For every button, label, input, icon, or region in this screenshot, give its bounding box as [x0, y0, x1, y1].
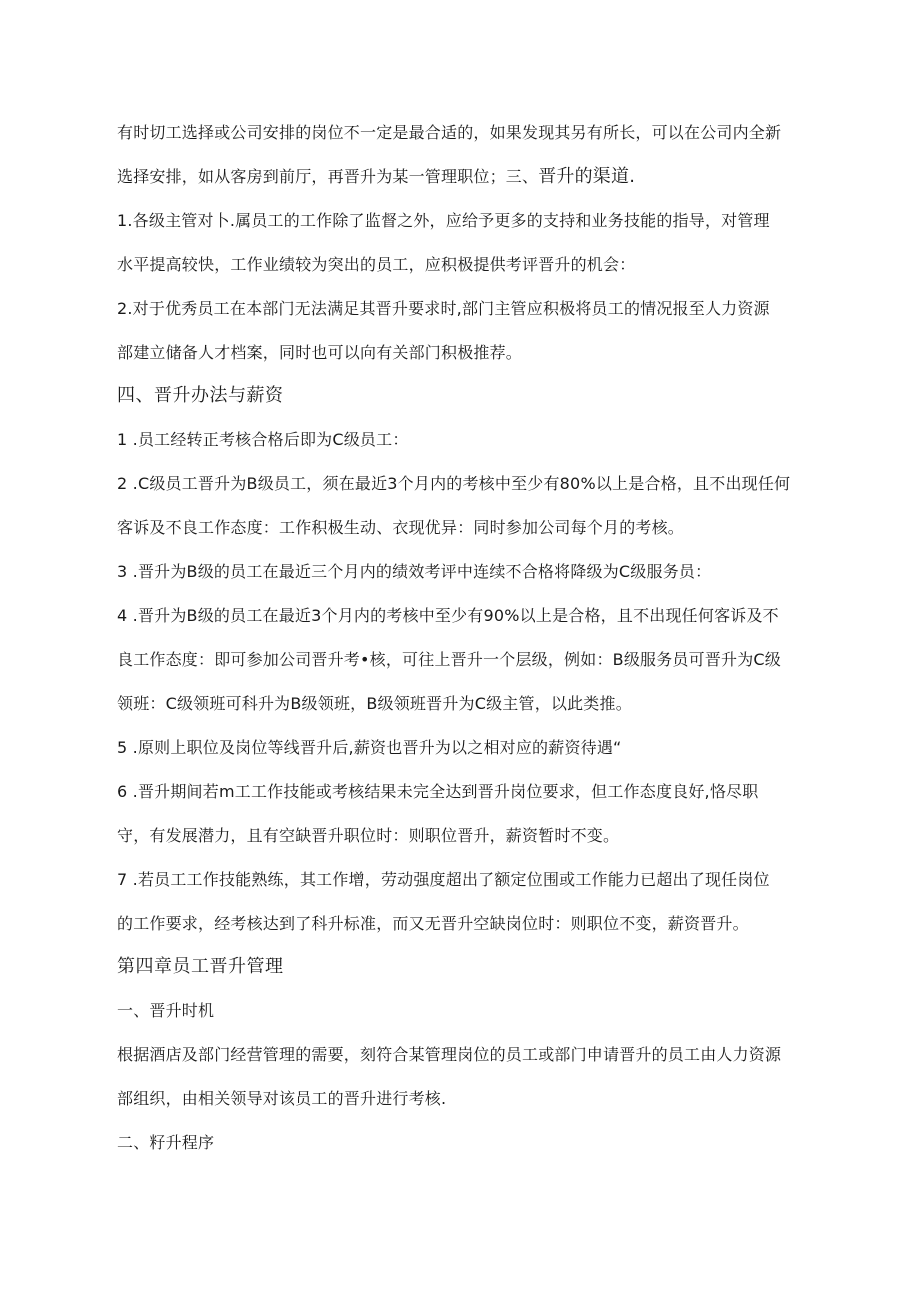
list-item: 7 .若员工工作技能熟练，其工作增，劳动强度超出了额定位围或工作能力已超出了现任岗位: [117, 870, 770, 889]
paragraph-line: 部建立储备人才档案，同时也可以向有关部门积极推荐。: [117, 343, 523, 362]
list-item: 5 .原则上职位及岗位等线晋升后,薪资也晋升为以之相对应的薪资待遇“: [117, 738, 622, 757]
section-heading: 四、晋升办法与薪资: [117, 385, 284, 406]
list-item: 6 .晋升期间若m工工作技能或考核结果未完全达到晋升岗位要求，但工作态度良好,恪尽职: [117, 782, 759, 801]
paragraph-line: 根据酒店及部门经营管理的需要，刻符合某管理岗位的员工或部门申请晋升的员工由人力资源: [117, 1045, 782, 1064]
paragraph-line: 的工作要求，经考核达到了科升标准，而又无晋升空缺岗位时：则职位不变，薪资晋升。: [117, 914, 749, 933]
paragraph-line: 有时切工选择或公司安排的岗位不一定是最合适的，如果发现其另有所长，可以在公司内全新: [117, 123, 782, 142]
subsection-heading: 一、晋升时机: [117, 1001, 215, 1020]
section-heading-inline: 晋升的渠道.: [538, 166, 636, 187]
paragraph-line: 客诉及不良工作态度：工作积极生动、衣现优异：同时参加公司每个月的考核。: [117, 518, 685, 537]
paragraph-line: 守，有发展潜力，且有空缺晋升职位时：则职位晋升，薪资暂时不变。: [117, 826, 620, 845]
subsection-heading: 二、籽升程序: [117, 1133, 215, 1152]
paragraph-line: 2.对于优秀员工在本部门无法满足其晋升要求时,部门主管应积极将员工的情况报至人力资源: [117, 299, 770, 318]
paragraph-text: 选择安排，如从客房到前厅，再晋升为某一管理职位；三、: [117, 167, 539, 186]
paragraph-line: 良工作态度：即可参加公司晋升考•核，可往上晋升一个层级，例如：B级服务员可晋升为C级: [117, 650, 781, 669]
chapter-heading: 第四章员工晋升管理: [117, 956, 284, 977]
list-item: 4 .晋升为B级的员工在最近3个月内的考核中至少有90%以上是合格，且不出现任何客诉及不: [117, 606, 779, 625]
paragraph-line: 部组织，由相关领导对该员工的晋升进行考核.: [117, 1089, 447, 1108]
paragraph-line: [117, 165, 817, 189]
paragraph-line: 1.各级主管对卜.属员工的工作除了监督之外，应给予更多的支持和业务技能的指导，对管理: [117, 211, 770, 230]
paragraph-line: 领班：C级领班可科升为B级领班，B级领班晋升为C级主管，以此类推。: [117, 694, 632, 713]
list-item: 1 .员工经转正考核合格后即为C级员工：: [117, 430, 409, 449]
list-item: 2 .C级员工晋升为B级员工，须在最近3个月内的考核中至少有80%以上是合格，且不出现任何: [117, 474, 791, 493]
list-item: 3 .晋升为B级的员工在最近三个月内的绩效考评中连续不合格将降级为C级服务员：: [117, 562, 712, 581]
paragraph-line: 水平提高较快，工作业绩较为突出的员工，应积极提供考评晋升的机会：: [117, 255, 636, 274]
